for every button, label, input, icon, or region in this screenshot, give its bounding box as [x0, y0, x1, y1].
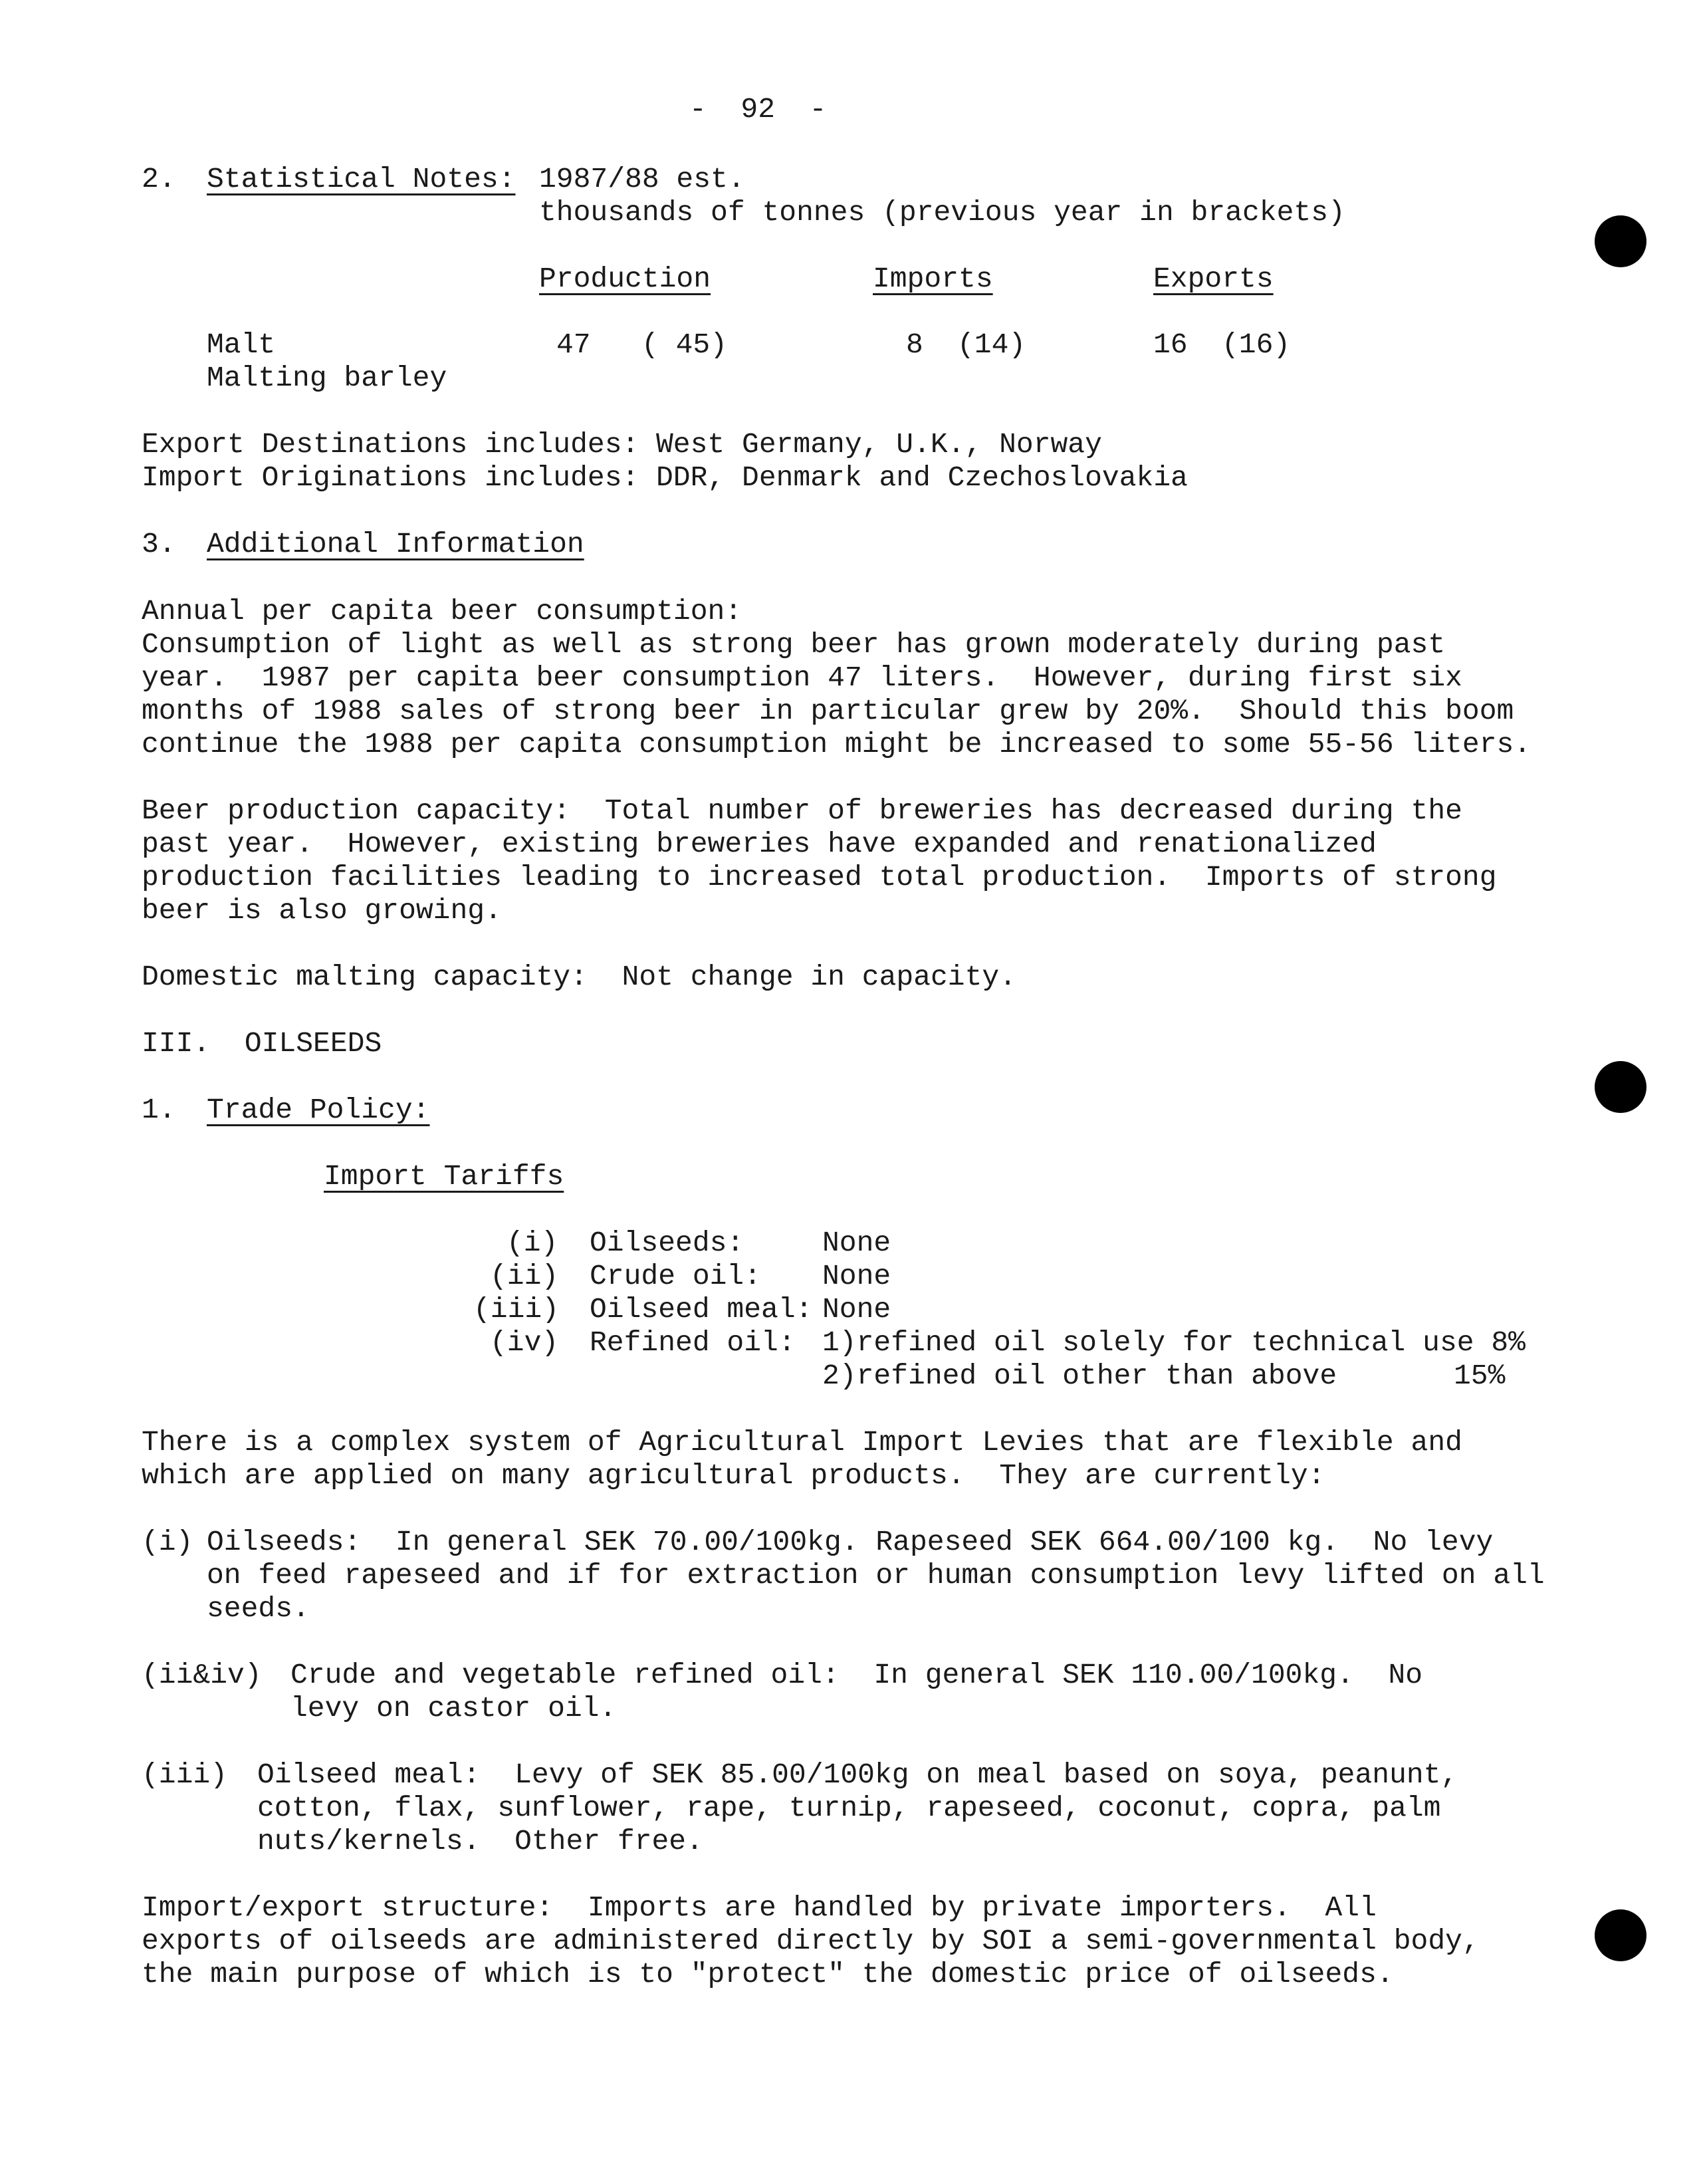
- column-header-production: Production: [539, 263, 711, 295]
- section-number: 1.: [142, 1094, 176, 1126]
- tariff-number: (iv): [490, 1326, 559, 1359]
- punch-hole: [1595, 215, 1646, 267]
- punch-hole: [1595, 1909, 1646, 1961]
- levy-number: (iii): [142, 1759, 228, 1791]
- tariff-item: Oilseed meal:: [590, 1293, 813, 1326]
- tariff-number: (i): [507, 1227, 558, 1259]
- paragraph-line: Import/export structure: Imports are handled by private importers. All: [142, 1891, 1377, 1924]
- import-originations-label: Import Originations includes:: [142, 461, 639, 494]
- tariff-value: 2)refined oil other than above: [822, 1360, 1337, 1392]
- column-header-exports: Exports: [1153, 263, 1274, 295]
- tariff-number: (ii): [490, 1260, 559, 1292]
- levy-number: (i): [142, 1526, 193, 1558]
- paragraph-line: Crude and vegetable refined oil: In general SEK 110.00/100kg. No: [290, 1659, 1423, 1691]
- paragraph-line: levy on castor oil.: [290, 1692, 617, 1725]
- production-value: 47: [556, 328, 591, 361]
- section-title: Additional Information: [207, 528, 584, 560]
- production-prev-value: ( 45): [641, 328, 728, 361]
- unit-note: thousands of tonnes (previous year in brackets): [539, 196, 1345, 229]
- paragraph-line: Oilseeds: In general SEK 70.00/100kg. Rapeseed SEK 664.00/100 kg. No levy: [207, 1526, 1494, 1558]
- imports-prev-value: (14): [957, 328, 1026, 361]
- chapter-heading: III. OILSEEDS: [142, 1027, 382, 1060]
- paragraph-line: continue the 1988 per capita consumption might be increased to some 55-56 liters.: [142, 728, 1531, 761]
- section-number: 3.: [142, 528, 176, 560]
- imports-value: 8: [906, 328, 923, 361]
- paragraph-line: Beer production capacity: Total number of breweries has decreased during the: [142, 794, 1462, 827]
- paragraph-line: exports of oilseeds are administered directly by SOI a semi-governmental body,: [142, 1925, 1480, 1957]
- paragraph-line: There is a complex system of Agricultural Import Levies that are flexible and: [142, 1426, 1462, 1459]
- row-label: Malting barley: [207, 362, 447, 394]
- import-originations-value: DDR, Denmark and Czechoslovakia: [656, 461, 1188, 494]
- column-header-imports: Imports: [873, 263, 993, 295]
- exports-value: 16: [1153, 328, 1188, 361]
- paragraph-line: past year. However, existing breweries have expanded and renationalized: [142, 828, 1377, 860]
- tariff-item: Crude oil:: [590, 1260, 762, 1292]
- paragraph-line: year. 1987 per capita beer consumption 47 liters. However, during first six: [142, 662, 1462, 694]
- tariff-rate: 15%: [1454, 1360, 1506, 1392]
- paragraph-line: Oilseed meal: Levy of SEK 85.00/100kg on meal based on soya, peanunt,: [257, 1759, 1458, 1791]
- paragraph-line: beer is also growing.: [142, 894, 502, 927]
- tariff-value: None: [822, 1227, 891, 1259]
- paragraph-line: cotton, flax, sunflower, rape, turnip, rapeseed, coconut, copra, palm: [257, 1792, 1441, 1824]
- paragraph-line: which are applied on many agricultural products. They are currently:: [142, 1459, 1325, 1492]
- paragraph-line: on feed rapeseed and if for extraction or human consumption levy lifted on all: [207, 1559, 1545, 1592]
- page-number: - 92 -: [689, 93, 827, 126]
- tariff-value: None: [822, 1260, 891, 1292]
- tariff-item: Oilseeds:: [590, 1227, 744, 1259]
- section-number: 2.: [142, 163, 176, 195]
- paragraph-line: months of 1988 sales of strong beer in particular grew by 20%. Should this boom: [142, 695, 1514, 727]
- paragraph-line: Consumption of light as well as strong beer has grown moderately during past: [142, 628, 1446, 661]
- malting-capacity-line: Domestic malting capacity: Not change in capacity.: [142, 961, 1017, 993]
- export-destinations-value: West Germany, U.K., Norway: [656, 428, 1102, 461]
- tariff-value: 1)refined oil solely for technical use 8%: [822, 1326, 1526, 1359]
- section-title: Trade Policy:: [207, 1094, 430, 1126]
- estimate-year: 1987/88 est.: [539, 163, 745, 195]
- tariff-title: Import Tariffs: [324, 1160, 564, 1193]
- export-destinations-label: Export Destinations includes:: [142, 428, 639, 461]
- punch-hole: [1595, 1061, 1646, 1113]
- section-title: Statistical Notes:: [207, 163, 516, 195]
- levy-number: (ii&iv): [142, 1659, 262, 1691]
- paragraph-line: production facilities leading to increased total production. Imports of strong: [142, 861, 1497, 894]
- tariff-item: Refined oil:: [590, 1326, 796, 1359]
- beer-heading: Annual per capita beer consumption:: [142, 595, 742, 628]
- paragraph-line: the main purpose of which is to "protect" the domestic price of oilseeds.: [142, 1958, 1394, 1991]
- row-label: Malt: [207, 328, 276, 361]
- paragraph-line: seeds.: [207, 1592, 310, 1625]
- tariff-value: None: [822, 1293, 891, 1326]
- paragraph-line: nuts/kernels. Other free.: [257, 1825, 703, 1858]
- tariff-number: (iii): [473, 1293, 560, 1326]
- exports-prev-value: (16): [1222, 328, 1291, 361]
